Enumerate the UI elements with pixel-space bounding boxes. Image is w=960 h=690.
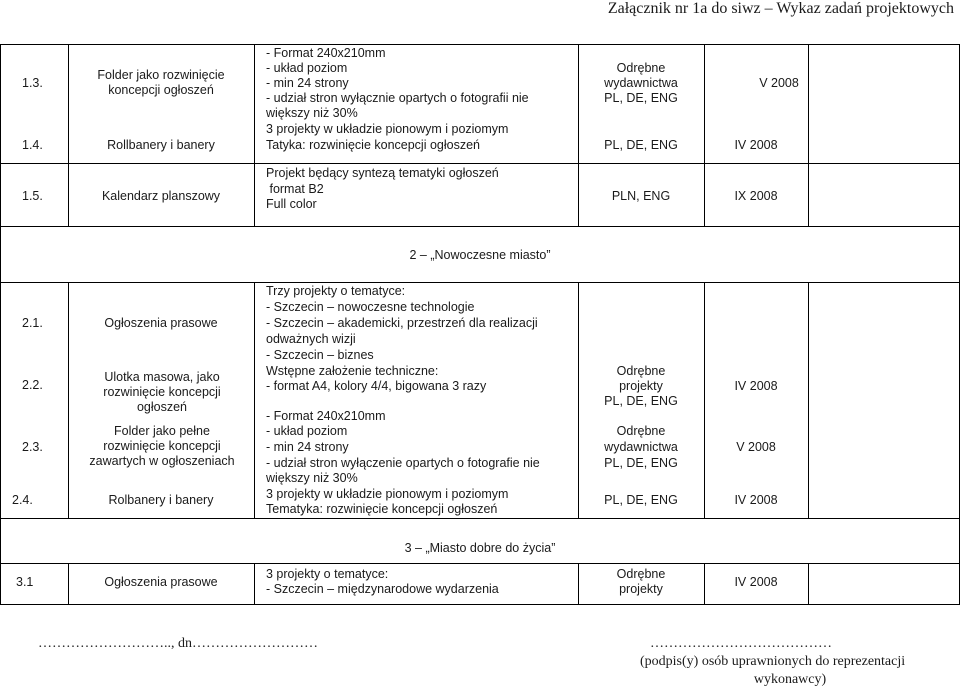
description-line: - Format 240x210mm bbox=[266, 409, 386, 423]
description-line: Wstępne założenie techniczne: bbox=[266, 364, 439, 378]
task-name: Rollbanery i banery bbox=[107, 138, 215, 152]
table-line bbox=[808, 282, 809, 518]
row-number: 2.2. bbox=[22, 378, 43, 392]
description-line: - min 24 strony bbox=[266, 440, 349, 454]
table-line bbox=[704, 282, 705, 518]
language-line: Odrębne bbox=[616, 61, 666, 75]
language-line: PL, DE, ENG bbox=[604, 394, 678, 408]
description-line: - Szczecin – akademicki, przestrzeń dla realizacji bbox=[266, 316, 538, 330]
description-line: większy niż 30% bbox=[266, 106, 358, 120]
task-name: Kalendarz planszowy bbox=[101, 189, 221, 203]
description-line: Trzy projekty o tematyce: bbox=[266, 284, 406, 298]
signature-caption: wykonawcy) bbox=[753, 672, 827, 687]
row-number: 1.5. bbox=[22, 189, 43, 203]
row-number: 2.3. bbox=[22, 440, 43, 454]
description-line: Tatyka: rozwinięcie koncepcji ogłoszeń bbox=[266, 138, 480, 152]
table-line bbox=[808, 563, 809, 604]
table-line bbox=[0, 163, 960, 164]
language-line: wydawnictwa bbox=[604, 440, 678, 454]
description-line: - format A4, kolory 4/4, bigowana 3 razy bbox=[266, 379, 487, 393]
table-line bbox=[254, 563, 255, 604]
table-line bbox=[254, 44, 255, 226]
row-number: 2.1. bbox=[22, 316, 43, 330]
language-line: projekty bbox=[619, 582, 663, 596]
table-line bbox=[0, 44, 1, 604]
table-line bbox=[808, 44, 809, 226]
description-line: - udział stron wyłączenie opartych o fotografie nie bbox=[266, 456, 540, 470]
row-number: 1.4. bbox=[22, 138, 43, 152]
description-line: Tematyka: rozwinięcie koncepcji ogłoszeń bbox=[266, 502, 498, 516]
description-line: - układ poziom bbox=[266, 61, 348, 75]
row-number: 1.3. bbox=[22, 76, 43, 90]
language-line: Odrębne bbox=[616, 364, 666, 378]
language-line: PL, DE, ENG bbox=[604, 138, 678, 152]
deadline: IV 2008 bbox=[734, 138, 778, 152]
description-line: - Szczecin – międzynarodowe wydarzenia bbox=[266, 582, 499, 596]
description-line: - udział stron wyłącznie opartych o fotografii nie bbox=[266, 91, 529, 105]
table-line bbox=[0, 518, 960, 519]
signature-line: ………………………………… bbox=[650, 636, 832, 651]
task-name: Rolbanery i banery bbox=[108, 493, 214, 507]
language-line: Odrębne bbox=[616, 567, 666, 581]
description-line: - układ poziom bbox=[266, 424, 348, 438]
language-line: wydawnictwa bbox=[604, 76, 678, 90]
row-number: 3.1 bbox=[16, 575, 34, 589]
section-heading: 2 – „Nowoczesne miasto” bbox=[409, 248, 551, 262]
description-line: większy niż 30% bbox=[266, 471, 358, 485]
description-line: format B2 bbox=[266, 182, 324, 196]
deadline: V 2008 bbox=[736, 440, 776, 454]
deadline: IV 2008 bbox=[734, 493, 778, 507]
deadline: IX 2008 bbox=[734, 189, 778, 203]
signature-caption: (podpis(y) osób uprawnionych do reprezentacji bbox=[640, 654, 906, 669]
task-name: Folder jako rozwinięcie koncepcji ogłoszeń bbox=[97, 68, 225, 97]
language-line: projekty bbox=[619, 379, 663, 393]
description-line: Projekt będący syntezą tematyki ogłoszeń bbox=[266, 166, 499, 180]
language-line: PLN, ENG bbox=[611, 189, 671, 203]
description-line: 3 projekty w układzie pionowym i poziomym bbox=[266, 122, 509, 136]
table-line bbox=[254, 282, 255, 518]
table-line bbox=[0, 44, 960, 45]
section-heading: 3 – „Miasto dobre do życia” bbox=[404, 541, 556, 555]
place-date-line: ……………………….., dn……………………… bbox=[38, 636, 318, 651]
task-name: Ogłoszenia prasowe bbox=[104, 316, 218, 330]
deadline: V 2008 bbox=[759, 76, 799, 90]
description-line: - Szczecin – nowoczesne technologie bbox=[266, 300, 475, 314]
deadline: IV 2008 bbox=[734, 379, 778, 393]
description-line: 3 projekty w układzie pionowym i poziomym bbox=[266, 487, 509, 501]
task-name: Ulotka masowa, jako rozwinięcie koncepcji ogłoszeń bbox=[103, 370, 221, 414]
description-line: - Format 240x210mm bbox=[266, 46, 386, 60]
description-line: odważnych wizji bbox=[266, 332, 356, 346]
language-line: PL, DE, ENG bbox=[604, 493, 678, 507]
language-line: PL, DE, ENG bbox=[604, 91, 678, 105]
description-line: 3 projekty o tematyce: bbox=[266, 567, 389, 581]
page-header: Załącznik nr 1a do siwz – Wykaz zadań projektowych bbox=[607, 0, 954, 17]
table-line bbox=[0, 282, 960, 283]
table-line bbox=[0, 604, 960, 605]
task-name: Folder jako pełne rozwinięcie koncepcji zawartych w ogłoszeniach bbox=[89, 424, 235, 468]
table-line bbox=[0, 563, 960, 564]
language-line: Odrębne bbox=[616, 424, 666, 438]
description-line: - min 24 strony bbox=[266, 76, 349, 90]
table-line bbox=[0, 226, 960, 227]
description-line: Full color bbox=[266, 197, 317, 211]
description-line: - Szczecin – biznes bbox=[266, 348, 374, 362]
language-line: PL, DE, ENG bbox=[604, 456, 678, 470]
task-name: Ogłoszenia prasowe bbox=[104, 575, 218, 589]
row-number: 2.4. bbox=[12, 493, 33, 507]
deadline: IV 2008 bbox=[734, 575, 778, 589]
